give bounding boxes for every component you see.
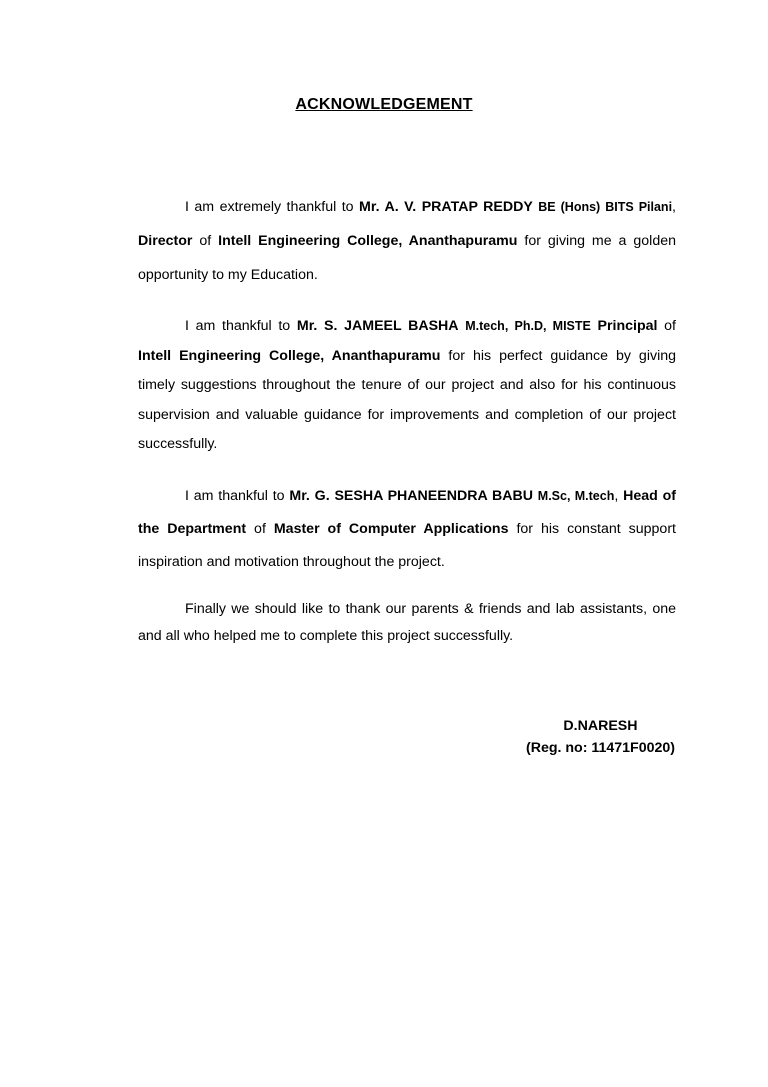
- paragraph-director: [138, 190, 676, 292]
- p3-text-1: I am thankful to: [185, 488, 290, 504]
- p1-director-qualification: BE (Hons) BITS Pilani: [538, 200, 673, 214]
- signature-name: D.NARESH: [563, 718, 638, 734]
- paragraph-final: Finally we should like to thank our parents & friends and lab assistants, one and all who helped me to complete this project successfully.: [138, 601, 676, 644]
- signature-block: [526, 715, 675, 759]
- paragraph-principal: [138, 312, 676, 460]
- p3-hod-qualification: M.Sc, M.tech: [537, 489, 615, 503]
- p1-text-5: for giving me a golden opportunity to my Education.: [138, 233, 676, 283]
- p3-text-4: of: [246, 521, 274, 537]
- p2-space-2: [591, 318, 598, 334]
- p1-director-title: Director: [138, 233, 193, 249]
- p1-director-name: Mr. A. V. PRATAP REDDY: [359, 199, 533, 215]
- p2-college-name: Intell Engineering College, Ananthapuramu: [138, 347, 441, 364]
- p2-principal-qualification: M.tech, Ph.D, MISTE: [465, 319, 591, 333]
- p2-text-5: for his perfect guidance by giving timely suggestions throughout the tenure of our project and also for his continuous supervision and valuable guidance for improvements and completion of our project successfully.: [138, 347, 676, 452]
- p1-text-3: ,: [672, 199, 676, 215]
- p3-department-name: Master of Computer Applications: [273, 521, 509, 537]
- p1-text-1: I am extremely thankful to: [185, 199, 360, 215]
- page-title: ACKNOWLEDGEMENT: [295, 96, 473, 113]
- p2-principal-title: Principal: [597, 318, 658, 334]
- signature-reg-number: (Reg. no: 11471F0020): [525, 740, 675, 756]
- p1-text-4: of: [192, 233, 219, 249]
- p3-hod-name: Mr. G. SESHA PHANEENDRA BABU: [289, 488, 533, 504]
- p3-hod-title: Head of the Department: [138, 488, 676, 537]
- p2-text-4: of: [657, 318, 676, 334]
- p3-text-3: ,: [614, 488, 624, 504]
- paragraph-hod: [138, 480, 676, 579]
- p2-text-1: I am thankful to: [185, 318, 297, 334]
- p1-college-name: Intell Engineering College, Ananthapuramu: [218, 233, 518, 249]
- p3-text-5: for his constant support inspiration and motivation throughout the project.: [138, 521, 676, 570]
- p2-principal-name: Mr. S. JAMEEL BASHA: [296, 318, 459, 334]
